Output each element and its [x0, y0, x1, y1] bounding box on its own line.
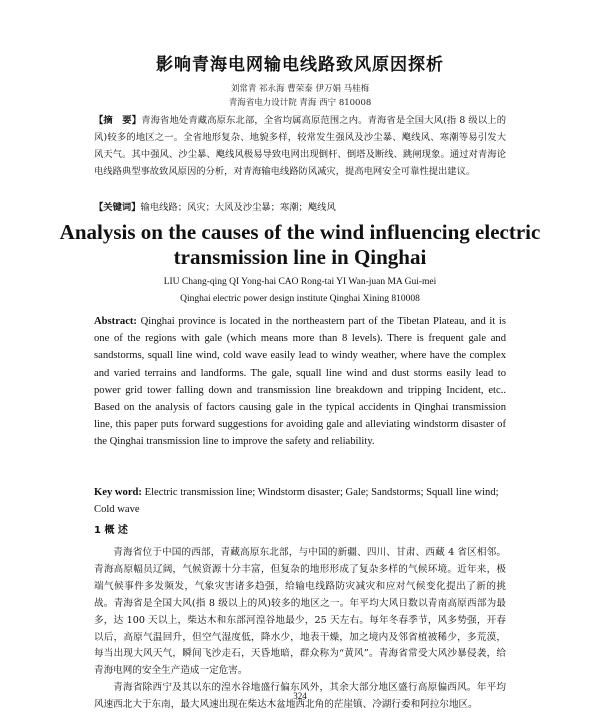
- english-abstract: [94, 313, 506, 451]
- section-heading: 1 概 述: [94, 525, 128, 536]
- chinese-abstract-text: 青海省地处青藏高原东北部，全省均属高原范围之内。青海省是全国大风(指 8 级以上的风)较多的地区之一。全省地形复杂、地貌多样，较常发生强风及沙尘暴、飑线风、寒潮等易引发大风天气。其中强风、沙尘暴、飑线风极易导致电网出现倒杆、倒塔及断线、跳闸现象。通过对青海论电线路典型事故致风原因的分析，对青海输电线路防风减灾，提高电网安全可靠性提出建议。: [94, 115, 506, 177]
- chinese-keywords-label: 【关键词】: [94, 202, 141, 213]
- chinese-title: 影响青海电网输电线路致风原因探析: [156, 55, 444, 75]
- english-authors: LIU Chang-qing QI Yong-hai CAO Rong-tai YI Wan-juan MA Gui-mei: [163, 277, 437, 287]
- chinese-abstract: [94, 112, 506, 180]
- english-abstract-label: Abstract:: [94, 316, 137, 327]
- english-title: Analysis on the causes of the wind influencing electric transmission line in Qinghai: [59, 220, 541, 269]
- chinese-affiliation: 青海省电力设计院 青海 西宁 810008: [228, 98, 372, 108]
- english-abstract-text: Qinghai province is located in the northeastern part of the Tibetan Plateau, and it is one of the regions with gale (which means more than 8 levels). There is frequent gale and sandstorms, squall line wind, cold wave easily lead to windy weather, where have the complex and varied terrains and landforms. The gale, squall line wind and dust storms easily lead to power grid tower falling down and transmission line breakdown and tripping Incident, etc.. Based on the analysis of factors causing gale in the typical accidents in Qinghai transmission line, this paper puts forward suggestions for avoiding gale and alleviating windstorm disaster of the Qinghai transmission line to improve the safety and reliability.: [94, 316, 506, 448]
- chinese-authors: 刘常青 祁永海 曹荣泰 伊万娟 马桂梅: [230, 84, 370, 94]
- body-paragraph: 青海省位于中国的西部，青藏高原东北部，与中国的新疆、四川、甘肃、西藏 4 省区相邻。青海高原幅员辽阔，气候资源十分丰富，但复杂的地形形成了复杂多样的气候环境。近年来，极端气候事件多发频发，气象灾害诸多趋强，给输电线路防灾减灾和应对气候变化提出了新的挑战。青海省是全国大风(指 8 级以上的风)较多的地区之一。年平均大风日数以青南高原西部为最多，达 100 天以上，柴达木和东部河湟谷地最少，25 天左右。每年冬春季节，风多势强，开春以后，高原气温回升，但空气湿度低，降水少，地表干燥，加之境内及邻省植被稀少，多荒漠，每当出现大风天气，瞬间飞沙走石，天昏地暗，群众称为“黄风”。青海省常受大风沙暴侵袭，给青海电网的安全生产造成一定危害。: [94, 547, 506, 677]
- english-keywords-text: Electric transmission line; Windstorm disaster; Gale; Sandstorms; Squall line wind; Cold wave: [94, 487, 499, 515]
- english-keywords-label: Key word:: [94, 487, 142, 498]
- chinese-keywords-text: 输电线路；风灾；大风及沙尘暴；寒潮；飑线风: [140, 202, 336, 213]
- english-keywords: [94, 484, 506, 518]
- body-paragraph: 青海省除西宁及其以东的湟水谷地盛行偏东风外，其余大部分地区盛行高原偏西风。年平均风速西北大于东南，最大风速出现在柴达木盆地西北角的茫崖镇、冷湖行委和阿拉尔地区。: [94, 682, 506, 711]
- chinese-keywords: [94, 200, 506, 216]
- english-affiliation: Qinghai electric power design institute Qinghai Xining 810008: [180, 294, 420, 304]
- page-number: 324: [293, 691, 307, 701]
- section-body: [94, 545, 506, 714]
- chinese-abstract-label: 【摘 要】: [94, 115, 142, 126]
